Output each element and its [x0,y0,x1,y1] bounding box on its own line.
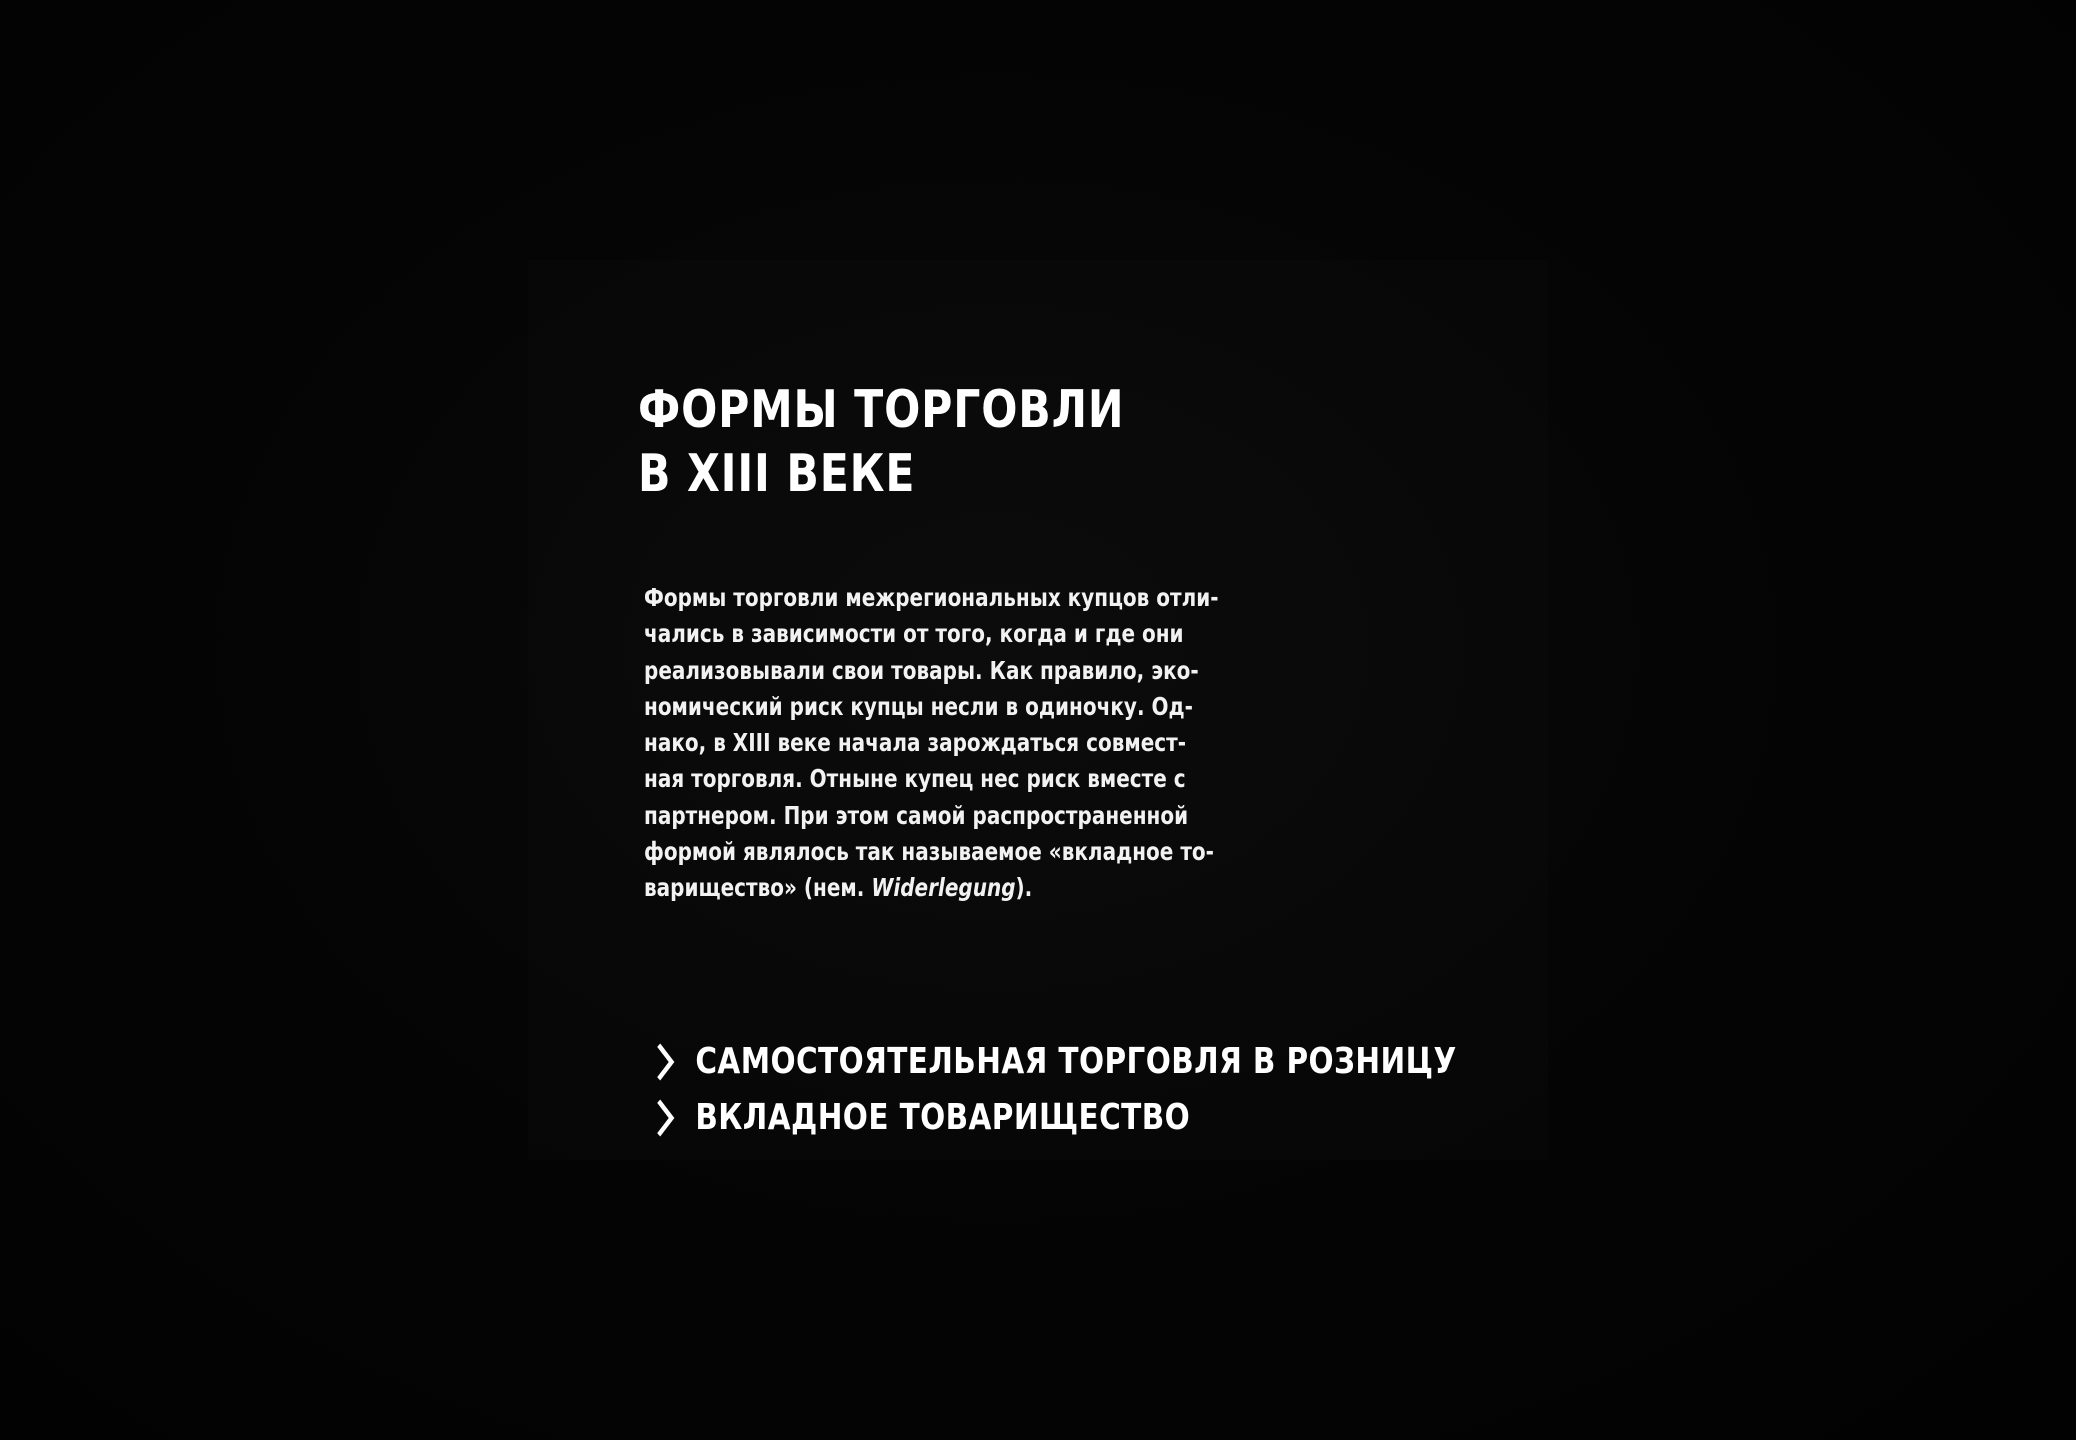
description-line: формой являлось так называемое «вкладное то- [644,837,1214,867]
description-line: реализовывали свои товары. Как правило, эко- [644,655,1199,685]
description-last-prefix: варищество» (нем. [644,873,872,903]
link-retail-trade-label: САМОСТОЯТЕЛЬНАЯ ТОРГОВЛЯ В РОЗНИЦУ [695,1041,1457,1082]
chevron-right-icon [656,1099,684,1137]
description-last-line [644,870,1219,906]
page-title-line-1: ФОРМЫ ТОРГОВЛИ [638,380,1125,440]
description-line: партнером. При этом самой распространенной [644,800,1189,830]
chevron-right-icon [656,1043,684,1081]
page-title-line-2: В XIII ВЕКЕ [638,444,916,504]
page-title [638,378,1124,506]
description-last-suffix: ). [1015,873,1033,903]
link-retail-trade[interactable] [656,1034,1457,1090]
description-line: чались в зависимости от того, когда и где они [644,619,1184,649]
link-partnership[interactable] [656,1090,1457,1146]
description-line: номический риск купцы несли в одиночку. Од- [644,691,1193,721]
description-text [644,580,1219,907]
german-term: Widerlegung [871,873,1016,903]
description-line: Формы торговли межрегиональных купцов отли- [644,583,1219,612]
description-line: ная торговля. Отныне купец нес риск вместе с [644,764,1186,794]
link-partnership-label: ВКЛАДНОЕ ТОВАРИЩЕСТВО [695,1097,1191,1138]
description-line: нако, в XIII веке начала зарождаться совмест- [644,728,1187,758]
topic-links [656,1034,1457,1146]
